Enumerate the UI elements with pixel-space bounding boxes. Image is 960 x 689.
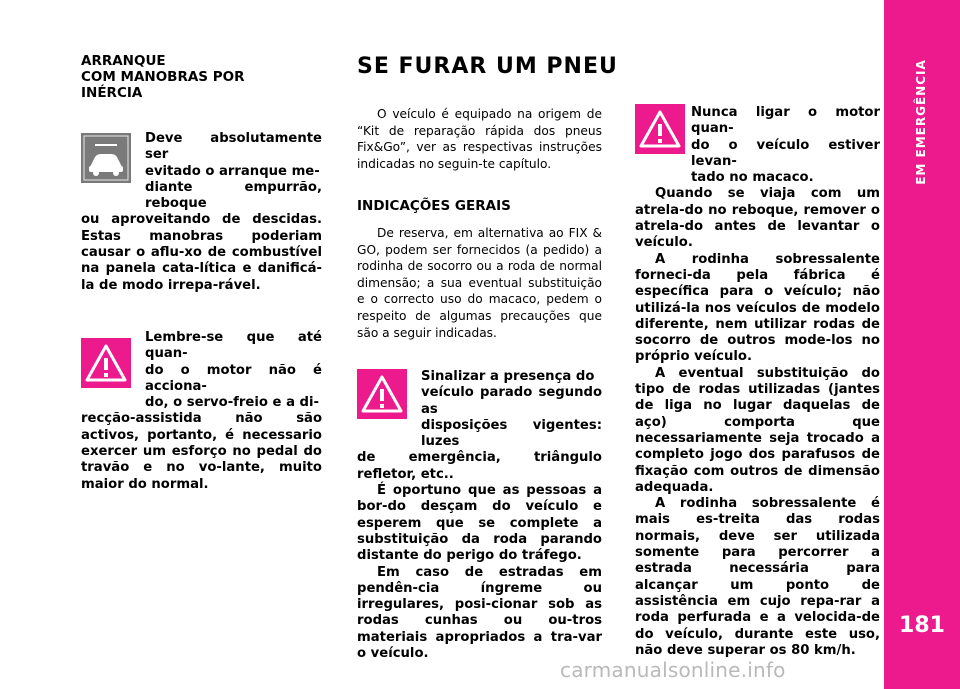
- warning-text: Quando se viaja com um atrela-do no reboque, remover o atrela-do antes de levantar o veículo.: [635, 186, 880, 251]
- right-warning: [635, 105, 880, 659]
- page-number: 181: [899, 613, 945, 638]
- general-paragraph: [357, 225, 602, 341]
- watermark: carmanualsonline.info: [560, 658, 786, 682]
- warning-line: Lembre-se que até quan-: [145, 330, 322, 362]
- warning-line: do, o servo-freio e a di-: [145, 395, 319, 411]
- warning-text: A rodinha sobressalente forneci-da pela fábrica é específica para o veículo; não utilizá-la nos veículos de modelo diferente, nem utilizar rodas de socorro de outros mode-los no próprio veículo.: [635, 251, 880, 365]
- warning-text: recção-assistida não são activos, portanto, é necessario exercer um esforço no pedal do travão e no vo-lante, muito maior do normal.: [81, 411, 322, 492]
- warning-line: diante empurrão, reboque: [145, 179, 322, 212]
- left-heading: [81, 53, 245, 101]
- general-text: De reserva, em alternativa ao FIX & GO, podem ser fornecidos (a pedido) a rodinha de socorro ou a roda de normal dimensão; a sua eventual substituição e o correcto uso do macaco, pedem o respeito de algumas precauções que são a seguir indicadas.: [357, 226, 602, 340]
- warning-text: A eventual substituição do tipo de rodas utilizadas (jantes de liga no lugar daquelas de aço) comporta que necessariamente seja trocado a completo jogo dos parafusos de fixação com outros de dimensão adequada.: [635, 365, 880, 495]
- left-warning-2: [81, 330, 322, 493]
- warning-text: Em caso de estradas em pendên-cia íngreme ou irregulares, posi-cionar sob as rodas cunhas ou ou-tros materiais apropriados a tra-var o veículo.: [357, 564, 602, 662]
- warning-line: tado no macaco.: [691, 170, 814, 186]
- warning-line: disposições vigentes: luzes: [421, 417, 602, 450]
- section-title: EM EMERGÊNCIA: [914, 59, 929, 185]
- warning-line: Deve absolutamente ser: [145, 131, 322, 163]
- warning-line: veículo parado segundo as: [421, 385, 602, 417]
- page-title: SE FURAR UM PNEU: [357, 54, 618, 79]
- intro-paragraph: [357, 106, 602, 172]
- subheading: INDICAÇÕES GERAIS: [357, 198, 511, 214]
- intro-text: O veículo é equipado na origem de “Kit de reparação rápida dos pneus Fix&Go”, ver as respectivas instruções indicadas no seguin-te capítulo.: [357, 107, 602, 171]
- left-heading-line: ARRANQUE: [81, 53, 166, 69]
- warning-line: do o veículo estiver levan-: [691, 137, 880, 169]
- left-heading-line: COM MANOBRAS POR: [81, 69, 245, 85]
- left-warning-1: [81, 131, 322, 294]
- warning-line: Nunca ligar o motor quan-: [691, 105, 880, 137]
- warning-line: Sinalizar a presença do: [421, 369, 595, 384]
- warning-text: de emergência, triângulo refletor, etc..: [357, 450, 602, 482]
- warning-text: ou aproveitando de descidas. Estas manobras poderiam causar o aflu-xo de combustível na panela cata-lítica e danificá-la de modo irrepa-rável.: [81, 212, 322, 293]
- middle-warning: [357, 369, 602, 662]
- warning-line: do o motor não é acciona-: [145, 362, 322, 394]
- left-heading-line: INÉRCIA: [81, 85, 143, 101]
- warning-text: A rodinha sobressalente é mais es-treita das rodas normais, deve ser utilizada somente para percorrer a estrada necessária para alcançar um ponto de assistência em cujo repa-rar a roda perfurada e a velocida-de do veículo, durante este uso, não deve superar os 80 km/h.: [635, 496, 880, 658]
- warning-line: evitado o arranque me-: [145, 163, 320, 179]
- warning-text: É oportuno que as pessoas a bor-do desçam do veículo e esperem que se complete a substituição da roda parando distante do perigo do tráfego.: [357, 483, 602, 564]
